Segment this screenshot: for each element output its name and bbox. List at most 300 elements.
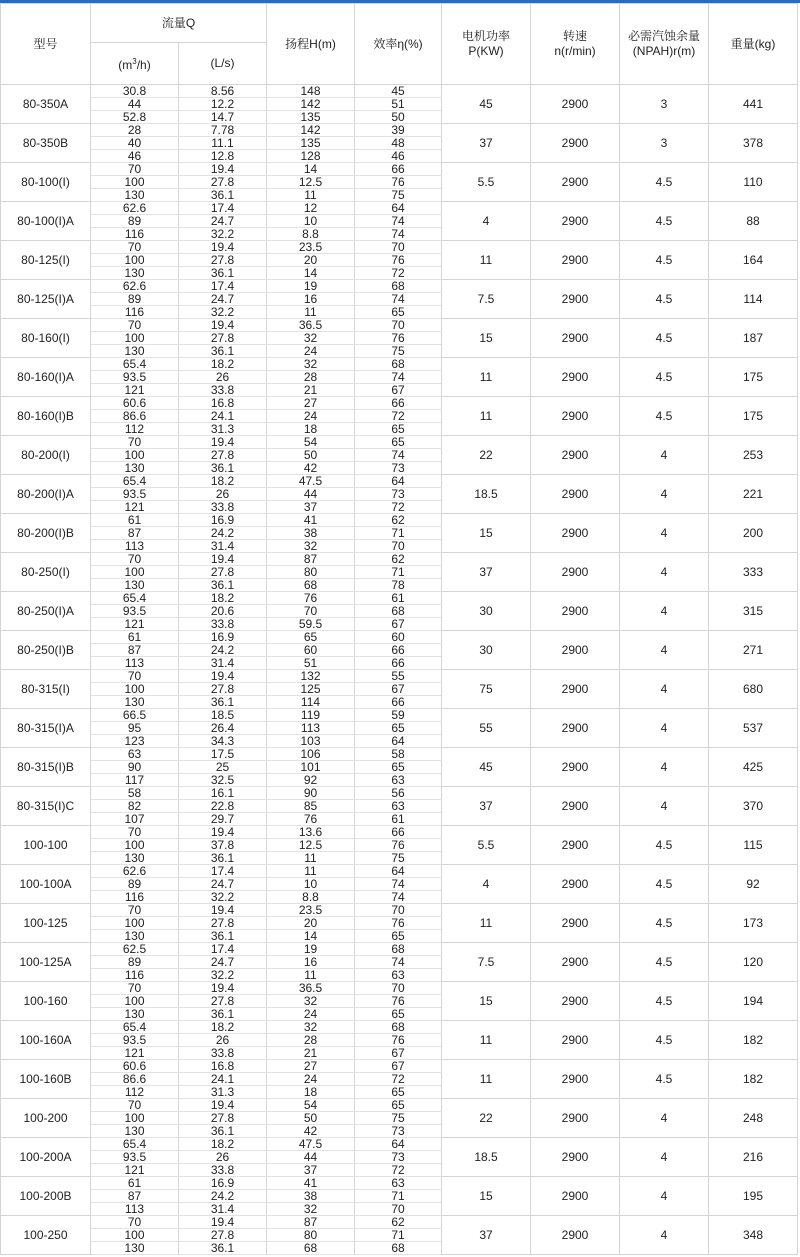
flow-m3h-cell: 58 bbox=[91, 787, 179, 800]
efficiency-cell: 66 bbox=[355, 163, 442, 176]
head-cell: 32 bbox=[267, 1203, 355, 1216]
head-cell: 87 bbox=[267, 553, 355, 566]
head-cell: 23.5 bbox=[267, 241, 355, 254]
table-row bbox=[1, 592, 798, 605]
efficiency-cell: 66 bbox=[355, 397, 442, 410]
flow-ls-cell: 36.1 bbox=[179, 1125, 267, 1138]
efficiency-cell: 63 bbox=[355, 774, 442, 787]
weight-cell: 187 bbox=[709, 319, 798, 358]
flow-m3h-cell: 70 bbox=[91, 826, 179, 839]
flow-ls-cell: 26.4 bbox=[179, 722, 267, 735]
speed-cell: 2900 bbox=[531, 904, 620, 943]
head-cell: 106 bbox=[267, 748, 355, 761]
speed-cell: 2900 bbox=[531, 670, 620, 709]
table-row bbox=[1, 202, 798, 215]
head-cell: 51 bbox=[267, 657, 355, 670]
model-cell: 80-250(I)B bbox=[1, 631, 91, 670]
flow-ls-cell: 36.1 bbox=[179, 579, 267, 592]
header-efficiency: 效率η(%) bbox=[355, 4, 442, 85]
efficiency-cell: 74 bbox=[355, 228, 442, 241]
table-row bbox=[1, 514, 798, 527]
head-cell: 12.5 bbox=[267, 839, 355, 852]
flow-m3h-cell: 65.4 bbox=[91, 1138, 179, 1151]
flow-m3h-cell: 116 bbox=[91, 228, 179, 241]
pump-spec-table bbox=[0, 3, 798, 1255]
efficiency-cell: 75 bbox=[355, 852, 442, 865]
head-cell: 47.5 bbox=[267, 1138, 355, 1151]
head-cell: 16 bbox=[267, 956, 355, 969]
flow-m3h-cell: 107 bbox=[91, 813, 179, 826]
efficiency-cell: 74 bbox=[355, 449, 442, 462]
efficiency-cell: 67 bbox=[355, 384, 442, 397]
head-cell: 65 bbox=[267, 631, 355, 644]
table-row bbox=[1, 397, 798, 410]
power-cell: 55 bbox=[442, 709, 531, 748]
header-flow-m3h bbox=[91, 43, 179, 85]
efficiency-cell: 76 bbox=[355, 839, 442, 852]
flow-ls-cell: 19.4 bbox=[179, 826, 267, 839]
model-cell: 80-350B bbox=[1, 124, 91, 163]
head-cell: 8.8 bbox=[267, 228, 355, 241]
head-cell: 37 bbox=[267, 501, 355, 514]
head-cell: 8.8 bbox=[267, 891, 355, 904]
head-cell: 113 bbox=[267, 722, 355, 735]
efficiency-cell: 72 bbox=[355, 267, 442, 280]
table-row bbox=[1, 241, 798, 254]
model-cell: 80-200(I)A bbox=[1, 475, 91, 514]
speed-cell: 2900 bbox=[531, 865, 620, 904]
flow-ls-cell: 17.5 bbox=[179, 748, 267, 761]
efficiency-cell: 70 bbox=[355, 904, 442, 917]
speed-cell: 2900 bbox=[531, 1177, 620, 1216]
weight-cell: 378 bbox=[709, 124, 798, 163]
weight-cell: 194 bbox=[709, 982, 798, 1021]
head-cell: 20 bbox=[267, 254, 355, 267]
flow-m3h-cell: 87 bbox=[91, 527, 179, 540]
flow-ls-cell: 19.4 bbox=[179, 436, 267, 449]
npsh-cell: 4.5 bbox=[620, 826, 709, 865]
header-speed bbox=[531, 4, 620, 85]
efficiency-cell: 76 bbox=[355, 176, 442, 189]
header-flow-ls: (L/s) bbox=[179, 43, 267, 85]
efficiency-cell: 76 bbox=[355, 254, 442, 267]
power-cell: 30 bbox=[442, 631, 531, 670]
flow-ls-cell: 17.4 bbox=[179, 280, 267, 293]
flow-m3h-cell: 130 bbox=[91, 852, 179, 865]
head-cell: 14 bbox=[267, 930, 355, 943]
power-cell: 7.5 bbox=[442, 943, 531, 982]
flow-m3h-cell: 65.4 bbox=[91, 1021, 179, 1034]
npsh-cell: 4.5 bbox=[620, 358, 709, 397]
npsh-cell: 4.5 bbox=[620, 943, 709, 982]
table-body bbox=[1, 85, 798, 1255]
flow-ls-cell: 22.8 bbox=[179, 800, 267, 813]
flow-m3h-cell: 100 bbox=[91, 839, 179, 852]
efficiency-cell: 62 bbox=[355, 1216, 442, 1229]
header-flow-m3h-pre: (m bbox=[118, 58, 133, 72]
flow-ls-cell: 31.3 bbox=[179, 423, 267, 436]
efficiency-cell: 70 bbox=[355, 1203, 442, 1216]
flow-ls-cell: 31.4 bbox=[179, 657, 267, 670]
power-cell: 11 bbox=[442, 904, 531, 943]
efficiency-cell: 65 bbox=[355, 1008, 442, 1021]
flow-ls-cell: 33.8 bbox=[179, 618, 267, 631]
flow-m3h-cell: 89 bbox=[91, 215, 179, 228]
power-cell: 22 bbox=[442, 1099, 531, 1138]
flow-m3h-cell: 93.5 bbox=[91, 605, 179, 618]
flow-ls-cell: 27.8 bbox=[179, 449, 267, 462]
flow-ls-cell: 33.8 bbox=[179, 1164, 267, 1177]
model-cell: 80-160(I)A bbox=[1, 358, 91, 397]
speed-cell: 2900 bbox=[531, 358, 620, 397]
efficiency-cell: 74 bbox=[355, 293, 442, 306]
power-cell: 18.5 bbox=[442, 475, 531, 514]
flow-ls-cell: 26 bbox=[179, 1034, 267, 1047]
flow-m3h-cell: 46 bbox=[91, 150, 179, 163]
model-cell: 100-200 bbox=[1, 1099, 91, 1138]
speed-cell: 2900 bbox=[531, 280, 620, 319]
flow-ls-cell: 36.1 bbox=[179, 852, 267, 865]
npsh-cell: 4.5 bbox=[620, 280, 709, 319]
efficiency-cell: 76 bbox=[355, 1034, 442, 1047]
npsh-cell: 4 bbox=[620, 631, 709, 670]
efficiency-cell: 63 bbox=[355, 800, 442, 813]
power-cell: 15 bbox=[442, 982, 531, 1021]
npsh-cell: 4.5 bbox=[620, 865, 709, 904]
head-cell: 24 bbox=[267, 345, 355, 358]
head-cell: 24 bbox=[267, 410, 355, 423]
npsh-cell: 4 bbox=[620, 1177, 709, 1216]
weight-cell: 271 bbox=[709, 631, 798, 670]
power-cell: 15 bbox=[442, 514, 531, 553]
flow-m3h-cell: 113 bbox=[91, 540, 179, 553]
table-row bbox=[1, 904, 798, 917]
flow-m3h-cell: 121 bbox=[91, 384, 179, 397]
efficiency-cell: 46 bbox=[355, 150, 442, 163]
head-cell: 68 bbox=[267, 579, 355, 592]
npsh-cell: 4.5 bbox=[620, 1021, 709, 1060]
flow-m3h-cell: 93.5 bbox=[91, 1034, 179, 1047]
model-cell: 100-160 bbox=[1, 982, 91, 1021]
flow-ls-cell: 31.4 bbox=[179, 540, 267, 553]
weight-cell: 114 bbox=[709, 280, 798, 319]
flow-m3h-cell: 70 bbox=[91, 436, 179, 449]
efficiency-cell: 65 bbox=[355, 761, 442, 774]
flow-m3h-cell: 61 bbox=[91, 1177, 179, 1190]
efficiency-cell: 68 bbox=[355, 358, 442, 371]
npsh-cell: 4.5 bbox=[620, 397, 709, 436]
head-cell: 50 bbox=[267, 1112, 355, 1125]
header-npsh bbox=[620, 4, 709, 85]
head-cell: 24 bbox=[267, 1073, 355, 1086]
table-row bbox=[1, 475, 798, 488]
power-cell: 37 bbox=[442, 124, 531, 163]
efficiency-cell: 73 bbox=[355, 462, 442, 475]
speed-cell: 2900 bbox=[531, 592, 620, 631]
weight-cell: 348 bbox=[709, 1216, 798, 1255]
efficiency-cell: 74 bbox=[355, 215, 442, 228]
flow-ls-cell: 24.7 bbox=[179, 293, 267, 306]
weight-cell: 195 bbox=[709, 1177, 798, 1216]
model-cell: 80-315(I)B bbox=[1, 748, 91, 787]
flow-ls-cell: 25 bbox=[179, 761, 267, 774]
model-cell: 80-100(I)A bbox=[1, 202, 91, 241]
flow-m3h-cell: 130 bbox=[91, 1008, 179, 1021]
weight-cell: 175 bbox=[709, 358, 798, 397]
head-cell: 12.5 bbox=[267, 176, 355, 189]
flow-ls-cell: 12.8 bbox=[179, 150, 267, 163]
flow-m3h-cell: 121 bbox=[91, 501, 179, 514]
model-cell: 80-125(I) bbox=[1, 241, 91, 280]
flow-m3h-cell: 130 bbox=[91, 345, 179, 358]
weight-cell: 182 bbox=[709, 1060, 798, 1099]
speed-cell: 2900 bbox=[531, 514, 620, 553]
efficiency-cell: 65 bbox=[355, 1086, 442, 1099]
flow-ls-cell: 36.1 bbox=[179, 1008, 267, 1021]
model-cell: 80-250(I)A bbox=[1, 592, 91, 631]
weight-cell: 537 bbox=[709, 709, 798, 748]
head-cell: 14 bbox=[267, 163, 355, 176]
head-cell: 114 bbox=[267, 696, 355, 709]
head-cell: 18 bbox=[267, 423, 355, 436]
head-cell: 36.5 bbox=[267, 319, 355, 332]
efficiency-cell: 76 bbox=[355, 917, 442, 930]
npsh-cell: 4 bbox=[620, 670, 709, 709]
flow-m3h-cell: 130 bbox=[91, 696, 179, 709]
power-cell: 18.5 bbox=[442, 1138, 531, 1177]
efficiency-cell: 65 bbox=[355, 722, 442, 735]
head-cell: 41 bbox=[267, 514, 355, 527]
table-row bbox=[1, 826, 798, 839]
head-cell: 28 bbox=[267, 371, 355, 384]
weight-cell: 200 bbox=[709, 514, 798, 553]
flow-ls-cell: 36.1 bbox=[179, 345, 267, 358]
power-cell: 4 bbox=[442, 865, 531, 904]
flow-ls-cell: 19.4 bbox=[179, 1099, 267, 1112]
flow-m3h-cell: 100 bbox=[91, 176, 179, 189]
head-cell: 42 bbox=[267, 462, 355, 475]
model-cell: 100-100 bbox=[1, 826, 91, 865]
head-cell: 32 bbox=[267, 1021, 355, 1034]
efficiency-cell: 73 bbox=[355, 488, 442, 501]
speed-cell: 2900 bbox=[531, 553, 620, 592]
flow-ls-cell: 16.8 bbox=[179, 1060, 267, 1073]
model-cell: 80-315(I) bbox=[1, 670, 91, 709]
head-cell: 38 bbox=[267, 527, 355, 540]
npsh-cell: 4 bbox=[620, 787, 709, 826]
flow-m3h-cell: 112 bbox=[91, 1086, 179, 1099]
weight-cell: 88 bbox=[709, 202, 798, 241]
weight-cell: 315 bbox=[709, 592, 798, 631]
flow-ls-cell: 24.7 bbox=[179, 878, 267, 891]
head-cell: 142 bbox=[267, 98, 355, 111]
speed-cell: 2900 bbox=[531, 943, 620, 982]
flow-ls-cell: 31.4 bbox=[179, 1203, 267, 1216]
flow-ls-cell: 33.8 bbox=[179, 501, 267, 514]
flow-ls-cell: 19.4 bbox=[179, 982, 267, 995]
flow-m3h-cell: 86.6 bbox=[91, 1073, 179, 1086]
table-row bbox=[1, 1060, 798, 1073]
weight-cell: 92 bbox=[709, 865, 798, 904]
flow-ls-cell: 18.2 bbox=[179, 1021, 267, 1034]
flow-m3h-cell: 130 bbox=[91, 930, 179, 943]
flow-m3h-cell: 70 bbox=[91, 163, 179, 176]
flow-m3h-cell: 116 bbox=[91, 969, 179, 982]
efficiency-cell: 61 bbox=[355, 813, 442, 826]
efficiency-cell: 64 bbox=[355, 865, 442, 878]
flow-ls-cell: 19.4 bbox=[179, 904, 267, 917]
flow-ls-cell: 19.4 bbox=[179, 241, 267, 254]
weight-cell: 182 bbox=[709, 1021, 798, 1060]
head-cell: 27 bbox=[267, 1060, 355, 1073]
power-cell: 5.5 bbox=[442, 826, 531, 865]
flow-m3h-cell: 62.6 bbox=[91, 202, 179, 215]
flow-ls-cell: 36.1 bbox=[179, 696, 267, 709]
efficiency-cell: 67 bbox=[355, 1060, 442, 1073]
flow-ls-cell: 27.8 bbox=[179, 995, 267, 1008]
efficiency-cell: 70 bbox=[355, 319, 442, 332]
efficiency-cell: 78 bbox=[355, 579, 442, 592]
speed-cell: 2900 bbox=[531, 475, 620, 514]
efficiency-cell: 66 bbox=[355, 696, 442, 709]
weight-cell: 164 bbox=[709, 241, 798, 280]
flow-m3h-cell: 40 bbox=[91, 137, 179, 150]
model-cell: 100-125A bbox=[1, 943, 91, 982]
flow-ls-cell: 16.9 bbox=[179, 631, 267, 644]
efficiency-cell: 63 bbox=[355, 969, 442, 982]
efficiency-cell: 64 bbox=[355, 735, 442, 748]
speed-cell: 2900 bbox=[531, 709, 620, 748]
flow-ls-cell: 16.9 bbox=[179, 1177, 267, 1190]
npsh-cell: 4.5 bbox=[620, 163, 709, 202]
flow-ls-cell: 14.7 bbox=[179, 111, 267, 124]
efficiency-cell: 39 bbox=[355, 124, 442, 137]
flow-m3h-cell: 87 bbox=[91, 1190, 179, 1203]
efficiency-cell: 68 bbox=[355, 280, 442, 293]
table-row bbox=[1, 1021, 798, 1034]
header-head: 扬程H(m) bbox=[267, 4, 355, 85]
flow-m3h-cell: 100 bbox=[91, 1112, 179, 1125]
npsh-cell: 4 bbox=[620, 1216, 709, 1255]
head-cell: 59.5 bbox=[267, 618, 355, 631]
efficiency-cell: 74 bbox=[355, 956, 442, 969]
flow-m3h-cell: 65.4 bbox=[91, 358, 179, 371]
efficiency-cell: 60 bbox=[355, 631, 442, 644]
flow-ls-cell: 26 bbox=[179, 1151, 267, 1164]
table-row bbox=[1, 709, 798, 722]
flow-ls-cell: 27.8 bbox=[179, 566, 267, 579]
flow-m3h-cell: 100 bbox=[91, 917, 179, 930]
npsh-cell: 4 bbox=[620, 1138, 709, 1177]
flow-ls-cell: 31.3 bbox=[179, 1086, 267, 1099]
flow-m3h-cell: 93.5 bbox=[91, 371, 179, 384]
efficiency-cell: 72 bbox=[355, 1164, 442, 1177]
head-cell: 32 bbox=[267, 995, 355, 1008]
table-row bbox=[1, 943, 798, 956]
power-cell: 11 bbox=[442, 358, 531, 397]
header-power-line2: P(KW) bbox=[468, 44, 504, 58]
table-row bbox=[1, 124, 798, 137]
table-row bbox=[1, 1138, 798, 1151]
efficiency-cell: 55 bbox=[355, 670, 442, 683]
head-cell: 23.5 bbox=[267, 904, 355, 917]
head-cell: 125 bbox=[267, 683, 355, 696]
head-cell: 50 bbox=[267, 449, 355, 462]
flow-m3h-cell: 130 bbox=[91, 1125, 179, 1138]
flow-m3h-cell: 100 bbox=[91, 566, 179, 579]
head-cell: 32 bbox=[267, 358, 355, 371]
efficiency-cell: 51 bbox=[355, 98, 442, 111]
power-cell: 11 bbox=[442, 241, 531, 280]
head-cell: 90 bbox=[267, 787, 355, 800]
head-cell: 85 bbox=[267, 800, 355, 813]
flow-ls-cell: 8.56 bbox=[179, 85, 267, 98]
efficiency-cell: 68 bbox=[355, 1021, 442, 1034]
flow-m3h-cell: 130 bbox=[91, 462, 179, 475]
head-cell: 60 bbox=[267, 644, 355, 657]
efficiency-cell: 50 bbox=[355, 111, 442, 124]
model-cell: 80-100(I) bbox=[1, 163, 91, 202]
table-row bbox=[1, 1177, 798, 1190]
table-row bbox=[1, 280, 798, 293]
head-cell: 18 bbox=[267, 1086, 355, 1099]
power-cell: 30 bbox=[442, 592, 531, 631]
weight-cell: 173 bbox=[709, 904, 798, 943]
head-cell: 101 bbox=[267, 761, 355, 774]
model-cell: 80-200(I) bbox=[1, 436, 91, 475]
efficiency-cell: 68 bbox=[355, 605, 442, 618]
efficiency-cell: 61 bbox=[355, 592, 442, 605]
speed-cell: 2900 bbox=[531, 1099, 620, 1138]
flow-ls-cell: 26 bbox=[179, 488, 267, 501]
header-weight: 重量(kg) bbox=[709, 4, 798, 85]
head-cell: 92 bbox=[267, 774, 355, 787]
head-cell: 38 bbox=[267, 1190, 355, 1203]
speed-cell: 2900 bbox=[531, 787, 620, 826]
power-cell: 15 bbox=[442, 319, 531, 358]
efficiency-cell: 62 bbox=[355, 514, 442, 527]
flow-ls-cell: 24.1 bbox=[179, 410, 267, 423]
efficiency-cell: 65 bbox=[355, 1099, 442, 1112]
flow-ls-cell: 27.8 bbox=[179, 683, 267, 696]
flow-ls-cell: 19.4 bbox=[179, 553, 267, 566]
model-cell: 80-315(I)A bbox=[1, 709, 91, 748]
efficiency-cell: 76 bbox=[355, 332, 442, 345]
flow-m3h-cell: 93.5 bbox=[91, 488, 179, 501]
flow-m3h-cell: 70 bbox=[91, 241, 179, 254]
flow-ls-cell: 17.4 bbox=[179, 202, 267, 215]
flow-ls-cell: 33.8 bbox=[179, 384, 267, 397]
head-cell: 80 bbox=[267, 1229, 355, 1242]
model-cell: 100-160A bbox=[1, 1021, 91, 1060]
table-row bbox=[1, 436, 798, 449]
table-row bbox=[1, 1216, 798, 1229]
efficiency-cell: 63 bbox=[355, 1177, 442, 1190]
efficiency-cell: 70 bbox=[355, 540, 442, 553]
npsh-cell: 4.5 bbox=[620, 202, 709, 241]
weight-cell: 115 bbox=[709, 826, 798, 865]
npsh-cell: 4 bbox=[620, 1099, 709, 1138]
efficiency-cell: 75 bbox=[355, 345, 442, 358]
flow-ls-cell: 26 bbox=[179, 371, 267, 384]
flow-ls-cell: 17.4 bbox=[179, 943, 267, 956]
flow-m3h-cell: 62.6 bbox=[91, 865, 179, 878]
efficiency-cell: 56 bbox=[355, 787, 442, 800]
flow-m3h-cell: 70 bbox=[91, 1216, 179, 1229]
flow-m3h-cell: 28 bbox=[91, 124, 179, 137]
model-cell: 80-125(I)A bbox=[1, 280, 91, 319]
efficiency-cell: 71 bbox=[355, 1190, 442, 1203]
